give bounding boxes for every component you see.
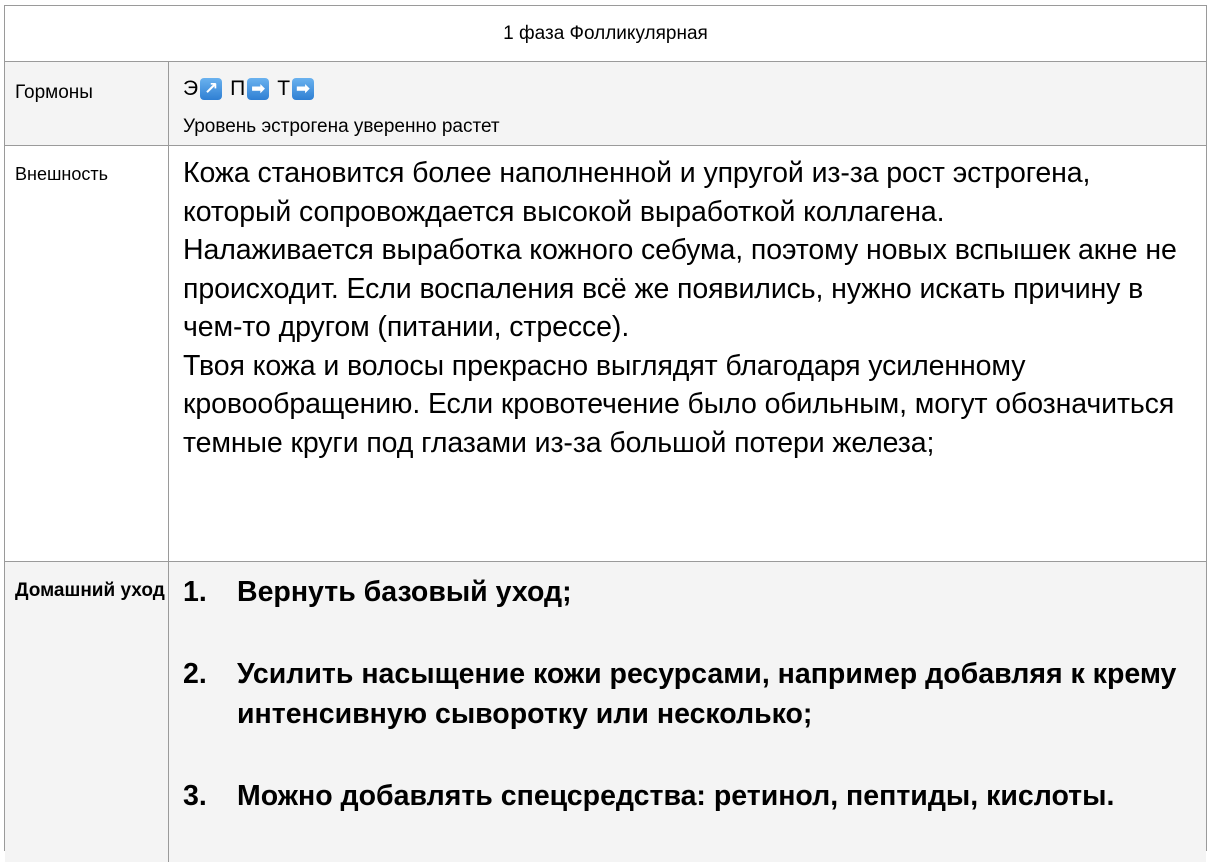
list-item — [183, 654, 1196, 734]
table-row-home-care — [5, 562, 1206, 862]
row-label-home-care: Домашний уход — [5, 562, 169, 862]
hormone-estrogen: Э — [183, 77, 199, 100]
phase-table — [4, 5, 1207, 851]
table-header-row — [5, 6, 1206, 62]
appearance-text — [183, 154, 1192, 462]
list-item — [183, 776, 1196, 816]
arrow-right-icon: ➡ — [292, 78, 314, 100]
hormone-progesterone: П — [230, 77, 246, 100]
row-label-appearance: Внешность — [5, 146, 169, 561]
home-care-list — [183, 572, 1196, 858]
hormones-note: Уровень эстрогена уверенно растет — [183, 116, 500, 137]
table-row-appearance — [5, 146, 1206, 562]
appearance-content — [169, 146, 1206, 561]
hormones-content — [169, 62, 1206, 145]
home-care-content — [169, 562, 1206, 862]
list-item-text: Вернуть базовый уход; — [237, 576, 572, 608]
hormone-testosterone: Т — [277, 77, 291, 100]
list-item-number: 3. — [183, 780, 207, 812]
list-item-text: Усилить насыщение кожи ресурсами, например добавляя к крему интенсивную сыворотку или несколько; — [237, 658, 1177, 730]
table-row-hormones — [5, 62, 1206, 146]
appearance-paragraph: Твоя кожа и волосы прекрасно выглядят благодаря усиленному кровообращению. Если кровотечение было обильным, могут обозначиться темные круги под глазами из-за большой потери железа; — [183, 349, 1175, 459]
arrow-up-right-icon: ↗ — [200, 78, 222, 100]
hormone-levels — [183, 77, 322, 101]
list-item-text: Можно добавлять спецсредства: ретинол, пептиды, кислоты. — [237, 780, 1115, 812]
appearance-paragraph: Кожа становится более наполненной и упругой из-за рост эстрогена, который сопровождается высокой выработкой коллагена. — [183, 157, 1091, 228]
list-item — [183, 572, 1196, 612]
list-item-number: 2. — [183, 658, 207, 690]
arrow-right-icon: ➡ — [247, 78, 269, 100]
list-item-number: 1. — [183, 576, 207, 608]
row-label-hormones: Гормоны — [5, 62, 169, 145]
appearance-paragraph: Налаживается выработка кожного себума, поэтому новых вспышек акне не происходит. Если воспаления всё же появились, нужно искать причину в чем-то другом (питании, стрессе). — [183, 234, 1177, 343]
phase-title: 1 фаза Фолликулярная — [503, 23, 708, 44]
